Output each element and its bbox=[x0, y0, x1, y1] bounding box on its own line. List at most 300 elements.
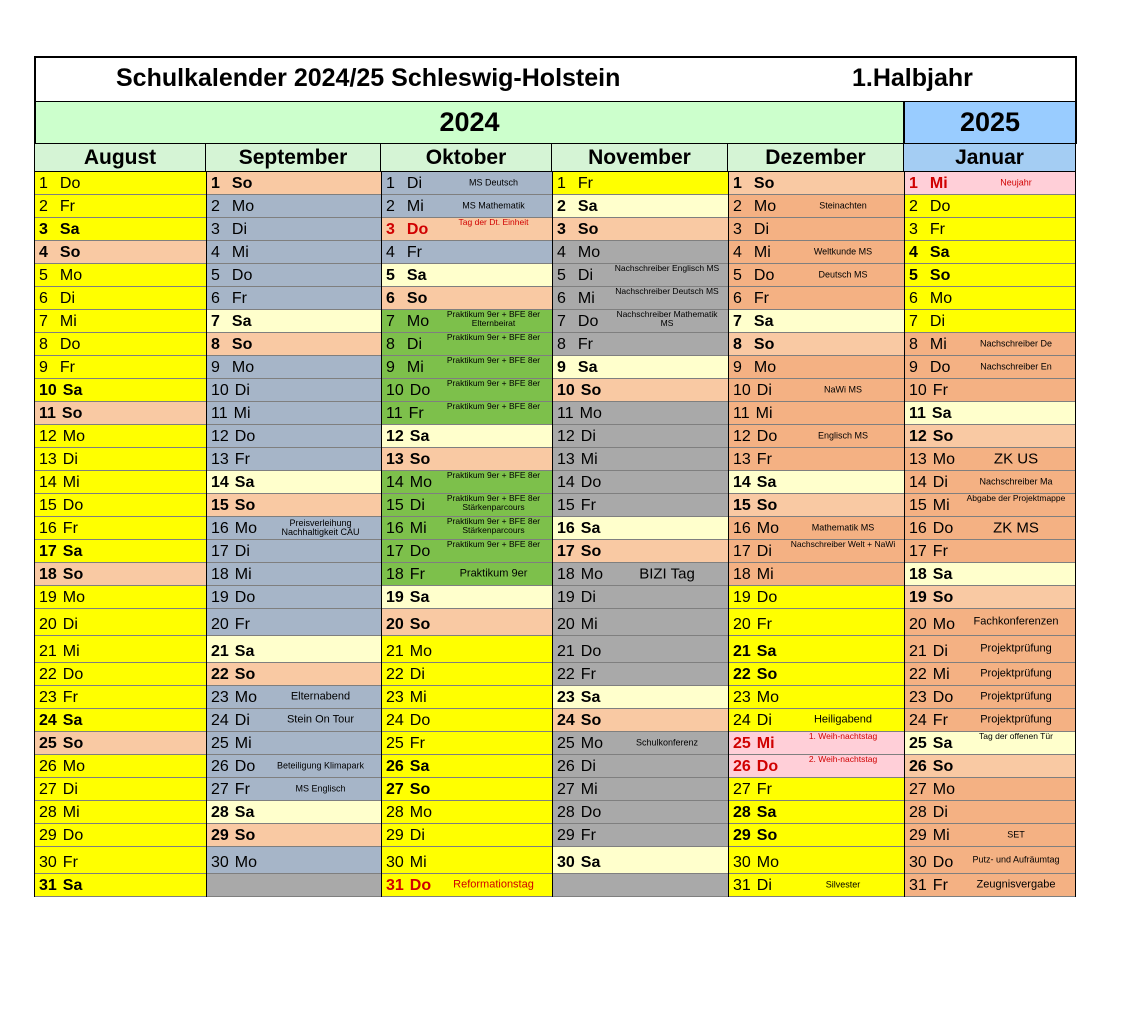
day-label bbox=[386, 428, 429, 446]
day-cell bbox=[35, 310, 206, 333]
event-label: Nachschreiber Englisch MS bbox=[614, 264, 720, 273]
day-label bbox=[733, 451, 772, 469]
day-number: 12 bbox=[211, 428, 229, 445]
day-cell bbox=[553, 310, 728, 333]
day-number: 18 bbox=[909, 566, 927, 583]
day-number: 21 bbox=[557, 643, 575, 660]
day-label bbox=[211, 666, 255, 684]
day-cell bbox=[729, 847, 904, 874]
day-number: 23 bbox=[386, 689, 404, 706]
day-label bbox=[211, 405, 251, 423]
day-number: 2 bbox=[557, 198, 566, 215]
weekday: Do bbox=[59, 175, 81, 192]
day-cell bbox=[729, 333, 904, 356]
day-label bbox=[557, 877, 569, 895]
day-cell bbox=[553, 801, 728, 824]
weekday: Mi bbox=[932, 666, 950, 683]
day-number: 3 bbox=[211, 221, 220, 238]
day-cell bbox=[905, 287, 1075, 310]
day-number: 13 bbox=[733, 451, 751, 468]
day-cell bbox=[553, 195, 728, 218]
day-label bbox=[39, 735, 83, 753]
day-number: 11 bbox=[211, 405, 228, 422]
day-cell bbox=[207, 425, 381, 448]
day-cell bbox=[905, 471, 1075, 494]
day-cell bbox=[35, 517, 206, 540]
day-label bbox=[386, 643, 432, 661]
weekday: So bbox=[61, 405, 83, 422]
day-cell bbox=[382, 195, 552, 218]
day-number: 17 bbox=[733, 543, 751, 560]
day-cell bbox=[553, 755, 728, 778]
day-label bbox=[211, 497, 255, 515]
day-label bbox=[733, 405, 773, 423]
weekday: Mo bbox=[234, 854, 258, 871]
day-label bbox=[557, 712, 601, 730]
weekday: Mo bbox=[231, 198, 255, 215]
day-number: 18 bbox=[386, 566, 404, 583]
weekday: Do bbox=[756, 428, 778, 445]
day-cell bbox=[207, 540, 381, 563]
day-label bbox=[386, 244, 422, 262]
day-label bbox=[39, 497, 83, 515]
day-number: 18 bbox=[557, 566, 575, 583]
day-number: 10 bbox=[733, 382, 751, 399]
weekday: Do bbox=[580, 643, 602, 660]
weekday: So bbox=[929, 267, 951, 284]
weekday: Fr bbox=[932, 712, 948, 729]
day-number: 4 bbox=[39, 244, 48, 261]
day-number: 8 bbox=[386, 336, 395, 353]
day-cell bbox=[553, 241, 728, 264]
day-cell bbox=[553, 471, 728, 494]
weekday: Do bbox=[577, 313, 599, 330]
day-cell bbox=[905, 494, 1075, 517]
weekday: Mi bbox=[59, 313, 77, 330]
day-label bbox=[733, 758, 778, 776]
day-number: 23 bbox=[557, 689, 575, 706]
day-cell bbox=[729, 778, 904, 801]
day-label bbox=[39, 244, 80, 262]
weekday: Mi bbox=[234, 735, 252, 752]
day-grid bbox=[34, 172, 1077, 897]
day-cell bbox=[35, 172, 206, 195]
day-number: 7 bbox=[211, 313, 220, 330]
weekday: Mi bbox=[233, 405, 251, 422]
day-label bbox=[386, 451, 430, 469]
day-number: 28 bbox=[386, 804, 404, 821]
weekday: Di bbox=[756, 877, 772, 894]
event-label: Neujahr bbox=[1000, 177, 1032, 188]
school-calendar bbox=[34, 56, 1077, 897]
weekday: Fr bbox=[577, 336, 594, 353]
day-cell bbox=[35, 663, 206, 686]
day-number: 20 bbox=[386, 616, 404, 633]
day-number: 3 bbox=[386, 221, 395, 238]
weekday: Do bbox=[932, 854, 954, 871]
day-number: 11 bbox=[39, 405, 56, 422]
weekday: Sa bbox=[234, 474, 255, 491]
event-label: Praktikum 9er + BFE 8er bbox=[446, 471, 541, 480]
day-label bbox=[211, 221, 247, 239]
day-number: 9 bbox=[733, 359, 742, 376]
day-number: 27 bbox=[211, 781, 229, 798]
day-label bbox=[39, 827, 83, 845]
day-cell bbox=[35, 356, 206, 379]
day-number: 12 bbox=[733, 428, 751, 445]
weekday: So bbox=[231, 336, 253, 353]
event-label: Weltkunde MS bbox=[813, 246, 873, 257]
day-cell bbox=[207, 471, 381, 494]
day-number: 19 bbox=[557, 589, 575, 606]
day-number: 13 bbox=[386, 451, 404, 468]
day-cell bbox=[207, 755, 381, 778]
day-label bbox=[386, 474, 432, 492]
weekday: Di bbox=[62, 781, 78, 798]
day-cell bbox=[382, 287, 552, 310]
day-cell bbox=[905, 379, 1075, 402]
day-label bbox=[211, 451, 250, 469]
day-cell bbox=[382, 218, 552, 241]
day-number: 27 bbox=[386, 781, 404, 798]
month-column-august bbox=[34, 172, 206, 897]
day-label bbox=[733, 735, 775, 753]
weekday: Sa bbox=[756, 643, 777, 660]
day-label bbox=[557, 244, 600, 262]
day-cell bbox=[382, 402, 552, 425]
day-label bbox=[909, 405, 952, 423]
day-cell bbox=[207, 732, 381, 755]
day-number: 8 bbox=[909, 336, 918, 353]
day-number: 25 bbox=[386, 735, 404, 752]
weekday: So bbox=[580, 712, 602, 729]
day-cell bbox=[553, 636, 728, 663]
month-column-januar bbox=[904, 172, 1076, 897]
day-label bbox=[909, 589, 953, 607]
weekday: Sa bbox=[234, 643, 255, 660]
day-label bbox=[386, 520, 427, 538]
day-cell bbox=[382, 494, 552, 517]
day-cell bbox=[905, 402, 1075, 425]
day-number: 11 bbox=[909, 405, 926, 422]
day-cell bbox=[207, 563, 381, 586]
day-label bbox=[909, 359, 950, 377]
day-number: 6 bbox=[386, 290, 395, 307]
day-cell bbox=[207, 448, 381, 471]
day-label bbox=[211, 543, 250, 561]
day-cell bbox=[553, 218, 728, 241]
weekday: Fr bbox=[580, 666, 596, 683]
day-cell bbox=[35, 636, 206, 663]
weekday: Mi bbox=[580, 451, 598, 468]
day-number: 3 bbox=[39, 221, 48, 238]
day-number: 16 bbox=[733, 520, 751, 537]
weekday: Di bbox=[756, 382, 772, 399]
day-number: 21 bbox=[39, 643, 57, 660]
day-cell bbox=[382, 586, 552, 609]
day-number: 24 bbox=[39, 712, 57, 729]
event-label: Nachschreiber Welt + NaWi bbox=[790, 540, 896, 549]
day-number: 23 bbox=[733, 689, 751, 706]
day-label bbox=[211, 735, 252, 753]
day-cell bbox=[553, 356, 728, 379]
day-label bbox=[909, 643, 948, 661]
day-label bbox=[386, 689, 427, 707]
event-label: Praktikum 9er bbox=[459, 567, 528, 580]
calendar-header bbox=[34, 56, 1077, 102]
weekday: Mo bbox=[753, 198, 777, 215]
day-cell bbox=[207, 218, 381, 241]
day-cell bbox=[553, 172, 728, 195]
day-number: 11 bbox=[557, 405, 574, 422]
day-label bbox=[39, 566, 83, 584]
day-label bbox=[386, 589, 429, 607]
day-number: 4 bbox=[386, 244, 395, 261]
day-number: 9 bbox=[386, 359, 395, 376]
day-number: 22 bbox=[733, 666, 751, 683]
day-label bbox=[211, 758, 255, 776]
day-number: 27 bbox=[39, 781, 57, 798]
day-label bbox=[557, 451, 598, 469]
day-cell bbox=[729, 686, 904, 709]
day-label bbox=[557, 804, 601, 822]
day-number: 17 bbox=[557, 543, 575, 560]
weekday: Fr bbox=[580, 497, 596, 514]
day-label bbox=[557, 589, 596, 607]
weekday: Di bbox=[409, 666, 425, 683]
day-label bbox=[733, 643, 776, 661]
day-cell bbox=[35, 824, 206, 847]
day-cell bbox=[35, 379, 206, 402]
day-cell bbox=[729, 356, 904, 379]
weekday: Di bbox=[577, 267, 594, 284]
weekday: Do bbox=[409, 382, 431, 399]
event-label: Beteiligung Klimapark bbox=[276, 760, 365, 771]
weekday: So bbox=[409, 781, 431, 798]
event-label: Praktikum 9er + BFE 8er bbox=[446, 402, 541, 411]
day-cell bbox=[729, 709, 904, 732]
day-cell bbox=[553, 732, 728, 755]
day-number: 26 bbox=[386, 758, 404, 775]
day-cell bbox=[905, 586, 1075, 609]
day-number: 16 bbox=[39, 520, 57, 537]
weekday: Mo bbox=[932, 451, 956, 468]
weekday: So bbox=[62, 735, 84, 752]
weekday: Do bbox=[756, 589, 778, 606]
day-number: 23 bbox=[909, 689, 927, 706]
day-cell bbox=[553, 379, 728, 402]
day-number: 24 bbox=[386, 712, 404, 729]
weekday: Do bbox=[932, 689, 954, 706]
day-cell bbox=[35, 778, 206, 801]
weekday: Mi bbox=[409, 689, 427, 706]
day-number: 10 bbox=[39, 382, 57, 399]
weekday: Do bbox=[409, 543, 431, 560]
day-cell bbox=[553, 540, 728, 563]
day-label bbox=[386, 497, 425, 515]
weekday: Sa bbox=[234, 804, 255, 821]
day-cell bbox=[729, 540, 904, 563]
day-number: 17 bbox=[386, 543, 404, 560]
day-number: 19 bbox=[386, 589, 404, 606]
day-cell bbox=[382, 663, 552, 686]
day-cell bbox=[207, 241, 381, 264]
weekday: So bbox=[932, 428, 954, 445]
day-label bbox=[909, 712, 948, 730]
day-label bbox=[909, 520, 953, 538]
event-label: Praktikum 9er + BFE 8er Stärkenparcours bbox=[446, 517, 541, 535]
day-label bbox=[733, 244, 771, 262]
day-label bbox=[211, 175, 252, 193]
weekday: Di bbox=[756, 712, 772, 729]
weekday: Sa bbox=[932, 566, 953, 583]
day-label bbox=[211, 566, 252, 584]
event-label: Elternabend bbox=[290, 690, 351, 703]
weekday: Mi bbox=[231, 244, 249, 261]
day-number: 5 bbox=[909, 267, 918, 284]
weekday: Sa bbox=[409, 428, 430, 445]
day-cell bbox=[35, 494, 206, 517]
event-label: Tag der offenen Tür bbox=[979, 732, 1053, 741]
day-number: 30 bbox=[733, 854, 751, 871]
day-label bbox=[386, 566, 425, 584]
day-label bbox=[909, 428, 953, 446]
day-number: 10 bbox=[211, 382, 229, 399]
day-number: 18 bbox=[211, 566, 229, 583]
event-label: Steinachten bbox=[819, 200, 867, 211]
day-label bbox=[39, 804, 80, 822]
event-label: Nachschreiber Deutsch MS bbox=[615, 287, 719, 296]
day-number: 1 bbox=[733, 175, 742, 192]
day-cell bbox=[729, 517, 904, 540]
weekday: Fr bbox=[409, 735, 425, 752]
day-label bbox=[39, 543, 82, 561]
weekday: Mi bbox=[929, 175, 948, 192]
day-label bbox=[733, 359, 776, 377]
weekday: Di bbox=[234, 382, 250, 399]
day-number: 8 bbox=[39, 336, 48, 353]
event-label: Preisverleihung Nachhaltigkeit CAU bbox=[281, 518, 360, 537]
weekday: So bbox=[580, 382, 602, 399]
day-number: 25 bbox=[557, 735, 575, 752]
day-cell bbox=[382, 241, 552, 264]
weekday: Fr bbox=[932, 543, 948, 560]
event-label: Putz- und Aufräumtag bbox=[972, 854, 1060, 865]
day-number: 14 bbox=[39, 474, 57, 491]
day-number: 1 bbox=[211, 175, 220, 192]
weekday: Sa bbox=[577, 359, 598, 376]
event-label: BIZI Tag bbox=[639, 565, 695, 583]
day-cell bbox=[207, 195, 381, 218]
day-cell bbox=[382, 755, 552, 778]
day-cell bbox=[729, 801, 904, 824]
day-cell bbox=[207, 310, 381, 333]
day-label bbox=[733, 827, 777, 845]
weekday: Fr bbox=[62, 520, 78, 537]
day-number: 21 bbox=[909, 643, 927, 660]
day-label bbox=[733, 290, 769, 308]
day-label bbox=[733, 520, 779, 538]
day-cell bbox=[553, 402, 728, 425]
day-label bbox=[733, 589, 777, 607]
day-number: 4 bbox=[909, 244, 918, 261]
day-number: 5 bbox=[39, 267, 48, 284]
day-cell bbox=[729, 448, 904, 471]
day-number: 2 bbox=[211, 198, 220, 215]
weekday: Sa bbox=[580, 854, 601, 871]
day-label bbox=[39, 313, 77, 331]
weekday: Mi bbox=[62, 804, 80, 821]
day-label bbox=[909, 451, 955, 469]
day-cell bbox=[729, 874, 904, 897]
weekday: Mo bbox=[756, 520, 780, 537]
day-cell bbox=[382, 801, 552, 824]
day-cell bbox=[553, 663, 728, 686]
day-number: 1 bbox=[557, 175, 566, 192]
day-cell bbox=[35, 709, 206, 732]
day-label bbox=[386, 804, 432, 822]
day-label bbox=[557, 313, 598, 331]
day-label bbox=[39, 758, 85, 776]
day-number: 26 bbox=[557, 758, 575, 775]
day-number: 8 bbox=[557, 336, 566, 353]
event-label: 1. Weih-nachtstag bbox=[808, 732, 878, 741]
weekday: Do bbox=[231, 267, 253, 284]
day-label bbox=[557, 382, 601, 400]
day-number: 1 bbox=[39, 175, 48, 192]
day-number: 4 bbox=[557, 244, 566, 261]
day-number: 26 bbox=[909, 758, 927, 775]
weekday: Do bbox=[409, 877, 432, 894]
day-number: 28 bbox=[211, 804, 229, 821]
day-number: 24 bbox=[733, 712, 751, 729]
day-cell bbox=[553, 709, 728, 732]
weekday: Mi bbox=[62, 643, 80, 660]
weekday: Di bbox=[929, 313, 946, 330]
day-cell bbox=[553, 517, 728, 540]
day-label bbox=[557, 198, 597, 216]
day-cell bbox=[553, 333, 728, 356]
event-label: Mathematik MS bbox=[811, 522, 875, 533]
weekday: Sa bbox=[62, 382, 83, 399]
day-number: 29 bbox=[557, 827, 575, 844]
weekday: Fr bbox=[929, 221, 946, 238]
day-label bbox=[386, 666, 425, 684]
day-number: 20 bbox=[39, 616, 57, 633]
day-label bbox=[909, 382, 948, 400]
day-number: 27 bbox=[557, 781, 575, 798]
day-label bbox=[909, 689, 953, 707]
weekday: Do bbox=[409, 712, 431, 729]
day-cell bbox=[553, 778, 728, 801]
day-cell bbox=[382, 172, 552, 195]
day-number: 17 bbox=[39, 543, 57, 560]
day-cell bbox=[729, 663, 904, 686]
day-number: 30 bbox=[386, 854, 404, 871]
day-cell bbox=[729, 609, 904, 636]
weekday: Mi bbox=[406, 198, 424, 215]
weekday: Mo bbox=[234, 520, 258, 537]
day-label bbox=[39, 267, 82, 285]
weekday: Di bbox=[932, 643, 948, 660]
day-label bbox=[909, 313, 945, 331]
event-label: MS Englisch bbox=[295, 783, 346, 794]
month-header-september: September bbox=[206, 144, 381, 172]
day-label bbox=[39, 405, 82, 423]
weekday: Mi bbox=[753, 244, 771, 261]
month-header-dezember: Dezember bbox=[728, 144, 904, 172]
day-cell bbox=[207, 663, 381, 686]
